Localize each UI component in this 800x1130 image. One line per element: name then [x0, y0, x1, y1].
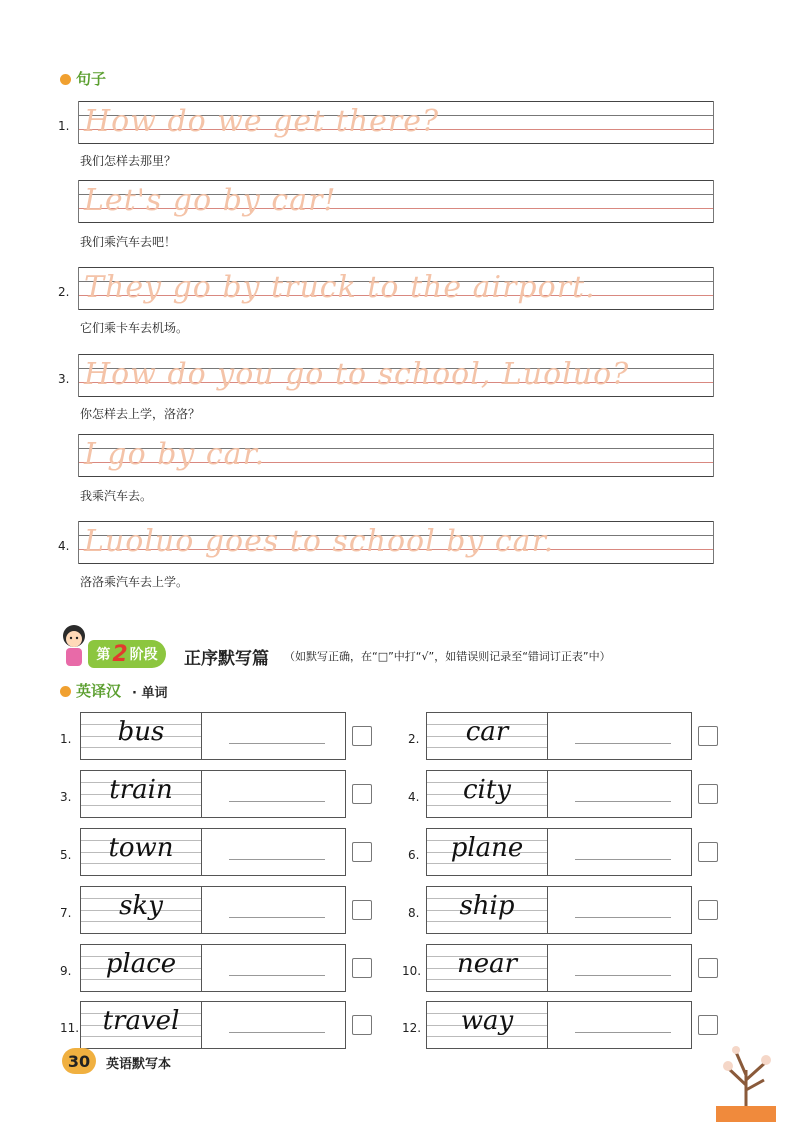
word-card	[426, 1001, 692, 1049]
writing-lines	[78, 101, 714, 144]
english-word: near	[456, 949, 518, 979]
word-card	[426, 828, 692, 876]
correct-checkbox[interactable]	[698, 900, 718, 920]
guide-line	[78, 434, 714, 435]
answer-blank[interactable]	[229, 1032, 325, 1033]
writing-lines	[78, 434, 714, 477]
english-word: travel	[102, 1006, 180, 1036]
tracing-sentence: Let's go by car!	[84, 183, 337, 218]
english-word: train	[109, 775, 173, 805]
word-card	[426, 886, 692, 934]
guide-line	[427, 747, 547, 748]
word-number: 5.	[60, 848, 72, 862]
page-number: 30	[62, 1048, 96, 1074]
answer-blank[interactable]	[229, 975, 325, 976]
guide-line	[78, 267, 714, 268]
stage-note: （如默写正确，在“□”中打“√”，如错误则记录至“错词订正表”中）	[284, 650, 611, 663]
english-word: bus	[117, 717, 165, 747]
word-number: 2.	[408, 732, 420, 746]
sentence-number: 2.	[58, 285, 70, 299]
line-border	[78, 521, 79, 564]
answer-blank[interactable]	[575, 859, 671, 860]
tracing-sentence: How do you go to school, Luoluo?	[84, 357, 630, 392]
answer-blank[interactable]	[229, 743, 325, 744]
mascot-icon	[58, 622, 90, 670]
book-title: 英语默写本	[106, 1057, 172, 1072]
writing-lines	[78, 354, 714, 397]
guide-line	[427, 1036, 547, 1037]
sentence-translation: 它们乘卡车去机场。	[80, 321, 189, 335]
line-border	[713, 267, 714, 310]
guide-line	[81, 747, 201, 748]
answer-blank[interactable]	[575, 1032, 671, 1033]
word-number: 6.	[408, 848, 420, 862]
line-border	[713, 434, 714, 477]
correct-checkbox[interactable]	[352, 1015, 372, 1035]
stage-title: 正序默写篇	[184, 649, 269, 669]
guide-line	[81, 1036, 201, 1037]
guide-line	[78, 563, 714, 564]
correct-checkbox[interactable]	[698, 726, 718, 746]
tracing-sentence: How do we get there?	[84, 104, 440, 139]
word-number: 1.	[60, 732, 72, 746]
english-word: way	[460, 1006, 514, 1036]
section-subtitle: · 单词	[132, 686, 168, 701]
guide-line	[78, 101, 714, 102]
correct-checkbox[interactable]	[352, 784, 372, 804]
guide-line	[427, 805, 547, 806]
word-number: 11.	[60, 1021, 80, 1035]
guide-line	[78, 222, 714, 223]
correct-checkbox[interactable]	[698, 842, 718, 862]
guide-line	[78, 354, 714, 355]
word-card	[80, 712, 346, 760]
stage-tag-suffix: 阶段	[129, 647, 158, 663]
line-border	[713, 101, 714, 144]
answer-blank[interactable]	[575, 975, 671, 976]
guide-line	[427, 979, 547, 980]
line-border	[78, 180, 79, 223]
word-card	[426, 770, 692, 818]
word-number: 9.	[60, 964, 72, 978]
guide-line	[78, 309, 714, 310]
sentence-translation: 你怎样去上学，洛洛？	[80, 407, 201, 421]
english-word: car	[465, 717, 509, 747]
writing-lines	[78, 267, 714, 310]
correct-checkbox[interactable]	[352, 958, 372, 978]
line-border	[78, 267, 79, 310]
sentence-number: 4.	[58, 539, 70, 553]
sentence-translation: 我们乘汽车去吧！	[80, 235, 177, 249]
tracing-sentence: They go by truck to the airport.	[84, 270, 596, 305]
line-border	[713, 354, 714, 397]
correct-checkbox[interactable]	[698, 958, 718, 978]
guide-line	[78, 143, 714, 144]
line-border	[78, 354, 79, 397]
line-border	[78, 101, 79, 144]
word-number: 7.	[60, 906, 72, 920]
sentence-number: 3.	[58, 372, 70, 386]
line-border	[78, 434, 79, 477]
word-number: 8.	[408, 906, 420, 920]
answer-blank[interactable]	[575, 801, 671, 802]
writing-lines	[78, 180, 714, 223]
guide-line	[81, 979, 201, 980]
section-title-translation: 英译汉	[76, 682, 122, 700]
tracing-sentence: I go by car.	[84, 437, 266, 472]
guide-line	[78, 521, 714, 522]
guide-line	[78, 396, 714, 397]
answer-blank[interactable]	[575, 743, 671, 744]
word-card	[80, 944, 346, 992]
guide-line	[81, 805, 201, 806]
correct-checkbox[interactable]	[698, 784, 718, 804]
guide-line	[81, 921, 201, 922]
word-card	[80, 886, 346, 934]
word-card	[80, 770, 346, 818]
sentence-number: 1.	[58, 119, 70, 133]
section-bullet-icon	[60, 686, 71, 697]
english-word: city	[462, 775, 511, 805]
guide-line	[81, 863, 201, 864]
guide-line	[78, 476, 714, 477]
stage-tag-prefix: 第	[96, 647, 111, 663]
answer-blank[interactable]	[229, 859, 325, 860]
english-word: place	[105, 949, 177, 979]
english-word: plane	[450, 833, 524, 863]
english-word: town	[108, 833, 174, 863]
answer-blank[interactable]	[575, 917, 671, 918]
english-word: sky	[119, 891, 163, 921]
stage-tag	[88, 640, 166, 668]
guide-line	[427, 863, 547, 864]
tree-illustration-icon	[706, 1030, 786, 1122]
writing-lines	[78, 521, 714, 564]
word-card	[426, 712, 692, 760]
section-title-sentences: 句子	[76, 70, 107, 88]
sentence-translation: 我乘汽车去。	[80, 489, 153, 503]
correct-checkbox[interactable]	[352, 726, 372, 746]
word-number: 4.	[408, 790, 420, 804]
stage-tag-number: 2	[112, 641, 128, 667]
word-number: 3.	[60, 790, 72, 804]
sentence-translation: 洛洛乘汽车去上学。	[80, 575, 189, 589]
english-word: ship	[459, 891, 515, 921]
guide-line	[427, 921, 547, 922]
sentence-translation: 我们怎样去那里？	[80, 154, 177, 168]
word-card	[80, 828, 346, 876]
correct-checkbox[interactable]	[352, 900, 372, 920]
line-border	[713, 521, 714, 564]
word-card	[80, 1001, 346, 1049]
tracing-sentence: Luoluo goes to school by car.	[84, 524, 555, 559]
line-border	[713, 180, 714, 223]
answer-blank[interactable]	[229, 801, 325, 802]
answer-blank[interactable]	[229, 917, 325, 918]
word-number: 10.	[402, 964, 422, 978]
word-number: 12.	[402, 1021, 422, 1035]
section-bullet-icon	[60, 74, 71, 85]
word-card	[426, 944, 692, 992]
correct-checkbox[interactable]	[352, 842, 372, 862]
guide-line	[78, 180, 714, 181]
